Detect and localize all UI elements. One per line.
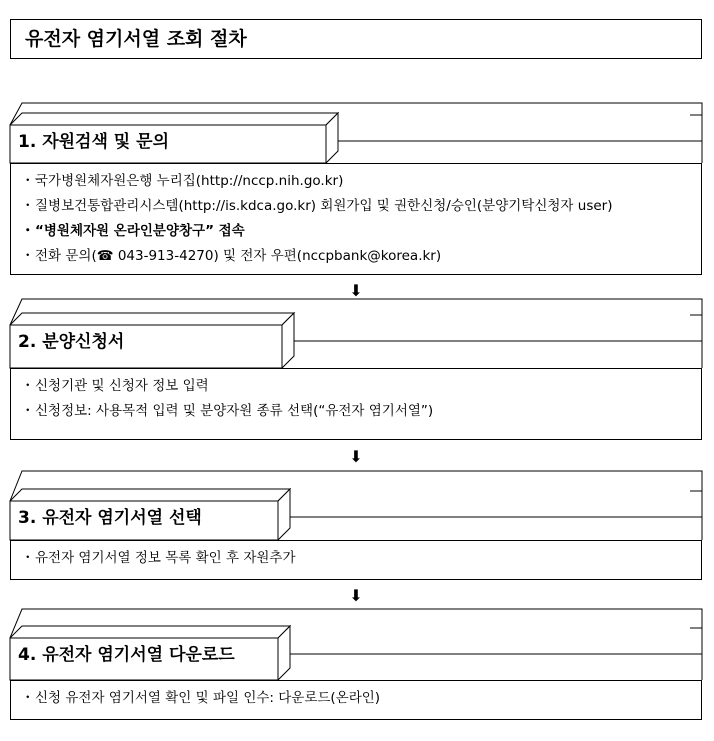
- step-item: [21, 399, 701, 424]
- step-item: [21, 546, 701, 571]
- step-items-box: [10, 368, 702, 440]
- bullet-mark: ・: [21, 173, 35, 189]
- step-title: 3. 유전자 염기서열 선택: [18, 508, 202, 528]
- bullet-mark: ・: [21, 223, 35, 239]
- bullet-mark: ・: [21, 378, 35, 394]
- down-arrow-icon: ⬇: [349, 586, 363, 605]
- step-items-box: [10, 680, 702, 720]
- step-title: 2. 분양신청서: [18, 332, 125, 352]
- step-item: [21, 169, 701, 194]
- step-item: [21, 244, 701, 269]
- down-arrow-icon: ⬇: [349, 281, 363, 300]
- page-title: 유전자 염기서열 조회 절차: [10, 19, 702, 59]
- step-box-top: [10, 626, 290, 638]
- step-item: [21, 374, 701, 399]
- down-arrow-icon: ⬇: [349, 447, 363, 466]
- step-item: [21, 686, 701, 711]
- bullet-mark: ・: [21, 550, 35, 566]
- step-items-box: [10, 540, 702, 580]
- step-title: 1. 자원검색 및 문의: [18, 132, 169, 152]
- step-box-top: [10, 113, 338, 125]
- step-box-top: [10, 313, 294, 325]
- step-item-text: 전화 문의(☎ 043-913-4270) 및 전자 우편(nccpbank@korea.kr): [35, 248, 442, 264]
- step-item-text: 신청정보: 사용목적 입력 및 분양자원 종류 선택(“유전자 염기서열”): [35, 403, 434, 419]
- step-item-text: 질병보건통합관리시스템(http://is.kdca.go.kr) 회원가입 및 권한신청/승인(분양기탁신청자 user): [35, 198, 613, 214]
- step-item-text: “병원체자원 온라인분양창구” 접속: [35, 223, 245, 239]
- step-item: [21, 194, 701, 219]
- step-item-text: 국가병원체자원은행 누리집(http://nccp.nih.go.kr): [35, 173, 344, 189]
- step-item: [21, 219, 701, 244]
- step-item-text: 신청 유전자 염기서열 확인 및 파일 인수: 다운로드(온라인): [35, 690, 381, 706]
- bullet-mark: ・: [21, 403, 35, 419]
- bullet-mark: ・: [21, 198, 35, 214]
- step-title: 4. 유전자 염기서열 다운로드: [18, 645, 235, 665]
- bullet-mark: ・: [21, 690, 35, 706]
- step-item-text: 신청기관 및 신청자 정보 입력: [35, 378, 209, 394]
- step-box-top: [10, 489, 290, 501]
- step-items-box: [10, 163, 702, 275]
- step-item-text: 유전자 염기서열 정보 목록 확인 후 자원추가: [35, 550, 296, 566]
- bullet-mark: ・: [21, 248, 35, 264]
